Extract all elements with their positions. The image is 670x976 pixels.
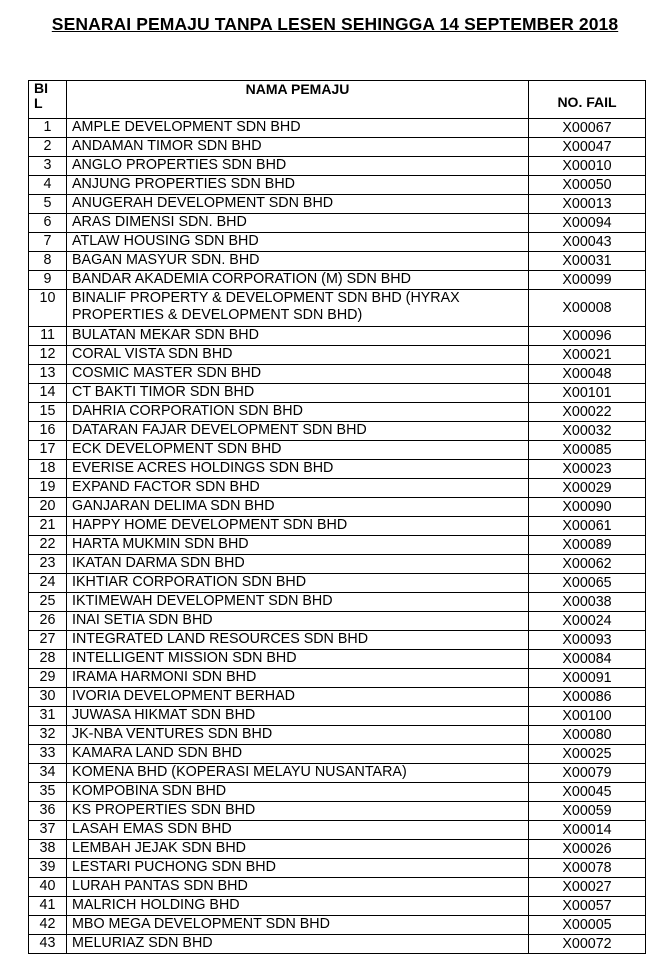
row-bil: 17: [29, 441, 67, 460]
row-no-fail: X00096: [529, 327, 646, 346]
row-bil: 2: [29, 138, 67, 157]
row-no-fail: X00086: [529, 688, 646, 707]
row-nama-pemaju: DATARAN FAJAR DEVELOPMENT SDN BHD: [67, 422, 529, 441]
row-no-fail: X00061: [529, 517, 646, 536]
row-no-fail: X00031: [529, 252, 646, 271]
row-bil: 43: [29, 935, 67, 954]
row-no-fail: X00048: [529, 365, 646, 384]
row-bil: 40: [29, 878, 67, 897]
table-row: [29, 859, 646, 878]
row-no-fail: X00079: [529, 764, 646, 783]
row-nama-pemaju: ECK DEVELOPMENT SDN BHD: [67, 441, 529, 460]
table-row: [29, 783, 646, 802]
row-bil: 21: [29, 517, 67, 536]
row-no-fail: X00093: [529, 631, 646, 650]
row-no-fail: X00008: [529, 290, 646, 327]
row-bil: 22: [29, 536, 67, 555]
row-nama-pemaju: INTEGRATED LAND RESOURCES SDN BHD: [67, 631, 529, 650]
row-bil: 7: [29, 233, 67, 252]
row-bil: 25: [29, 593, 67, 612]
table-row: [29, 764, 646, 783]
row-no-fail: X00078: [529, 859, 646, 878]
table-row: [29, 935, 646, 954]
row-no-fail: X00047: [529, 138, 646, 157]
row-no-fail: X00013: [529, 195, 646, 214]
row-nama-pemaju: ANDAMAN TIMOR SDN BHD: [67, 138, 529, 157]
row-bil: 26: [29, 612, 67, 631]
table-row: [29, 441, 646, 460]
row-no-fail: X00023: [529, 460, 646, 479]
row-bil: 4: [29, 176, 67, 195]
table-row: [29, 612, 646, 631]
developer-table: [28, 80, 646, 954]
row-no-fail: X00032: [529, 422, 646, 441]
table-row: [29, 138, 646, 157]
row-bil: 36: [29, 802, 67, 821]
row-nama-pemaju: MALRICH HOLDING BHD: [67, 897, 529, 916]
table-row: [29, 157, 646, 176]
row-bil: 31: [29, 707, 67, 726]
row-nama-pemaju: LASAH EMAS SDN BHD: [67, 821, 529, 840]
row-bil: 11: [29, 327, 67, 346]
row-bil: 32: [29, 726, 67, 745]
row-nama-pemaju: BULATAN MEKAR SDN BHD: [67, 327, 529, 346]
row-bil: 3: [29, 157, 67, 176]
row-nama-pemaju: ARAS DIMENSI SDN. BHD: [67, 214, 529, 233]
row-nama-pemaju: IKATAN DARMA SDN BHD: [67, 555, 529, 574]
table-row: [29, 726, 646, 745]
row-bil: 9: [29, 271, 67, 290]
row-nama-pemaju: KOMENA BHD (KOPERASI MELAYU NUSANTARA): [67, 764, 529, 783]
row-no-fail: X00021: [529, 346, 646, 365]
row-bil: 19: [29, 479, 67, 498]
row-nama-pemaju: JUWASA HIKMAT SDN BHD: [67, 707, 529, 726]
row-nama-pemaju: AMPLE DEVELOPMENT SDN BHD: [67, 119, 529, 138]
row-no-fail: X00091: [529, 669, 646, 688]
row-no-fail: X00089: [529, 536, 646, 555]
row-bil: 28: [29, 650, 67, 669]
table-row: [29, 669, 646, 688]
row-no-fail: X00080: [529, 726, 646, 745]
row-bil: 16: [29, 422, 67, 441]
table-row: [29, 688, 646, 707]
table-row: [29, 327, 646, 346]
table-row: [29, 897, 646, 916]
row-bil: 6: [29, 214, 67, 233]
table-row: [29, 176, 646, 195]
row-no-fail: X00100: [529, 707, 646, 726]
table-row: [29, 365, 646, 384]
row-nama-pemaju: INTELLIGENT MISSION SDN BHD: [67, 650, 529, 669]
row-bil: 38: [29, 840, 67, 859]
row-nama-pemaju: LESTARI PUCHONG SDN BHD: [67, 859, 529, 878]
document-title: SENARAI PEMAJU TANPA LESEN SEHINGGA 14 SEPTEMBER 2018: [51, 14, 619, 34]
table-row: [29, 271, 646, 290]
header-no-fail: NO. FAIL: [529, 81, 646, 119]
row-no-fail: X00029: [529, 479, 646, 498]
row-nama-pemaju: MBO MEGA DEVELOPMENT SDN BHD: [67, 916, 529, 935]
row-nama-pemaju: BINALIF PROPERTY & DEVELOPMENT SDN BHD (HYRAX PROPERTIES & DEVELOPMENT SDN BHD): [67, 290, 529, 327]
row-bil: 27: [29, 631, 67, 650]
row-no-fail: X00065: [529, 574, 646, 593]
table-row: [29, 802, 646, 821]
row-no-fail: X00025: [529, 745, 646, 764]
table-row: [29, 195, 646, 214]
row-no-fail: X00090: [529, 498, 646, 517]
row-bil: 30: [29, 688, 67, 707]
row-no-fail: X00057: [529, 897, 646, 916]
row-no-fail: X00014: [529, 821, 646, 840]
row-nama-pemaju: KS PROPERTIES SDN BHD: [67, 802, 529, 821]
header-bil-line2: L: [34, 95, 43, 111]
row-nama-pemaju: ANJUNG PROPERTIES SDN BHD: [67, 176, 529, 195]
row-nama-pemaju: CORAL VISTA SDN BHD: [67, 346, 529, 365]
table-row: [29, 916, 646, 935]
table-row: [29, 252, 646, 271]
row-bil: 20: [29, 498, 67, 517]
row-no-fail: X00059: [529, 802, 646, 821]
table-row: [29, 536, 646, 555]
table-row: [29, 517, 646, 536]
table-row: [29, 593, 646, 612]
row-bil: 24: [29, 574, 67, 593]
row-nama-pemaju: ATLAW HOUSING SDN BHD: [67, 233, 529, 252]
row-no-fail: X00099: [529, 271, 646, 290]
row-nama-pemaju: IKHTIAR CORPORATION SDN BHD: [67, 574, 529, 593]
row-no-fail: X00038: [529, 593, 646, 612]
table-row: [29, 460, 646, 479]
row-nama-pemaju: HAPPY HOME DEVELOPMENT SDN BHD: [67, 517, 529, 536]
row-nama-pemaju: INAI SETIA SDN BHD: [67, 612, 529, 631]
row-nama-pemaju: BANDAR AKADEMIA CORPORATION (M) SDN BHD: [67, 271, 529, 290]
table-row: [29, 233, 646, 252]
row-no-fail: X00050: [529, 176, 646, 195]
table-row: [29, 555, 646, 574]
row-no-fail: X00027: [529, 878, 646, 897]
row-bil: 14: [29, 384, 67, 403]
row-no-fail: X00043: [529, 233, 646, 252]
row-nama-pemaju: LURAH PANTAS SDN BHD: [67, 878, 529, 897]
row-no-fail: X00045: [529, 783, 646, 802]
table-row: [29, 840, 646, 859]
row-nama-pemaju: BAGAN MASYUR SDN. BHD: [67, 252, 529, 271]
row-nama-pemaju: EXPAND FACTOR SDN BHD: [67, 479, 529, 498]
row-nama-pemaju: MELURIAZ SDN BHD: [67, 935, 529, 954]
row-no-fail: X00022: [529, 403, 646, 422]
row-bil: 37: [29, 821, 67, 840]
row-bil: 5: [29, 195, 67, 214]
row-bil: 8: [29, 252, 67, 271]
row-bil: 12: [29, 346, 67, 365]
row-no-fail: X00010: [529, 157, 646, 176]
table-row: [29, 821, 646, 840]
table-row: [29, 479, 646, 498]
row-no-fail: X00101: [529, 384, 646, 403]
row-bil: 1: [29, 119, 67, 138]
row-bil: 15: [29, 403, 67, 422]
table-row: [29, 214, 646, 233]
row-no-fail: X00005: [529, 916, 646, 935]
header-bil-line1: BI: [34, 80, 48, 96]
table-row: [29, 745, 646, 764]
row-bil: 23: [29, 555, 67, 574]
row-bil: 35: [29, 783, 67, 802]
row-bil: 13: [29, 365, 67, 384]
row-nama-pemaju: CT BAKTI TIMOR SDN BHD: [67, 384, 529, 403]
row-bil: 10: [29, 290, 67, 327]
row-nama-pemaju: ANUGERAH DEVELOPMENT SDN BHD: [67, 195, 529, 214]
row-bil: 18: [29, 460, 67, 479]
row-no-fail: X00026: [529, 840, 646, 859]
row-nama-pemaju: LEMBAH JEJAK SDN BHD: [67, 840, 529, 859]
table-row: [29, 707, 646, 726]
row-bil: 34: [29, 764, 67, 783]
row-nama-pemaju: IVORIA DEVELOPMENT BERHAD: [67, 688, 529, 707]
table-row: [29, 631, 646, 650]
table-row: [29, 574, 646, 593]
row-bil: 33: [29, 745, 67, 764]
row-no-fail: X00024: [529, 612, 646, 631]
row-bil: 41: [29, 897, 67, 916]
table-row: [29, 403, 646, 422]
row-nama-pemaju: EVERISE ACRES HOLDINGS SDN BHD: [67, 460, 529, 479]
row-nama-pemaju: IKTIMEWAH DEVELOPMENT SDN BHD: [67, 593, 529, 612]
table-row: [29, 878, 646, 897]
table-row: [29, 290, 646, 327]
row-nama-pemaju: ANGLO PROPERTIES SDN BHD: [67, 157, 529, 176]
header-nama-pemaju: NAMA PEMAJU: [67, 81, 529, 119]
row-nama-pemaju: KAMARA LAND SDN BHD: [67, 745, 529, 764]
row-nama-pemaju: IRAMA HARMONI SDN BHD: [67, 669, 529, 688]
row-nama-pemaju: COSMIC MASTER SDN BHD: [67, 365, 529, 384]
row-no-fail: X00067: [529, 119, 646, 138]
row-bil: 39: [29, 859, 67, 878]
row-no-fail: X00085: [529, 441, 646, 460]
table-row: [29, 119, 646, 138]
row-bil: 42: [29, 916, 67, 935]
row-nama-pemaju: JK-NBA VENTURES SDN BHD: [67, 726, 529, 745]
table-row: [29, 422, 646, 441]
row-no-fail: X00084: [529, 650, 646, 669]
row-nama-pemaju: DAHRIA CORPORATION SDN BHD: [67, 403, 529, 422]
table-header-row: [29, 81, 646, 119]
table-row: [29, 650, 646, 669]
row-no-fail: X00094: [529, 214, 646, 233]
row-no-fail: X00062: [529, 555, 646, 574]
table-row: [29, 498, 646, 517]
row-nama-pemaju: HARTA MUKMIN SDN BHD: [67, 536, 529, 555]
row-nama-pemaju: KOMPOBINA SDN BHD: [67, 783, 529, 802]
row-nama-pemaju: GANJARAN DELIMA SDN BHD: [67, 498, 529, 517]
row-bil: 29: [29, 669, 67, 688]
table-row: [29, 384, 646, 403]
header-bil: [29, 81, 67, 119]
table-row: [29, 346, 646, 365]
row-no-fail: X00072: [529, 935, 646, 954]
